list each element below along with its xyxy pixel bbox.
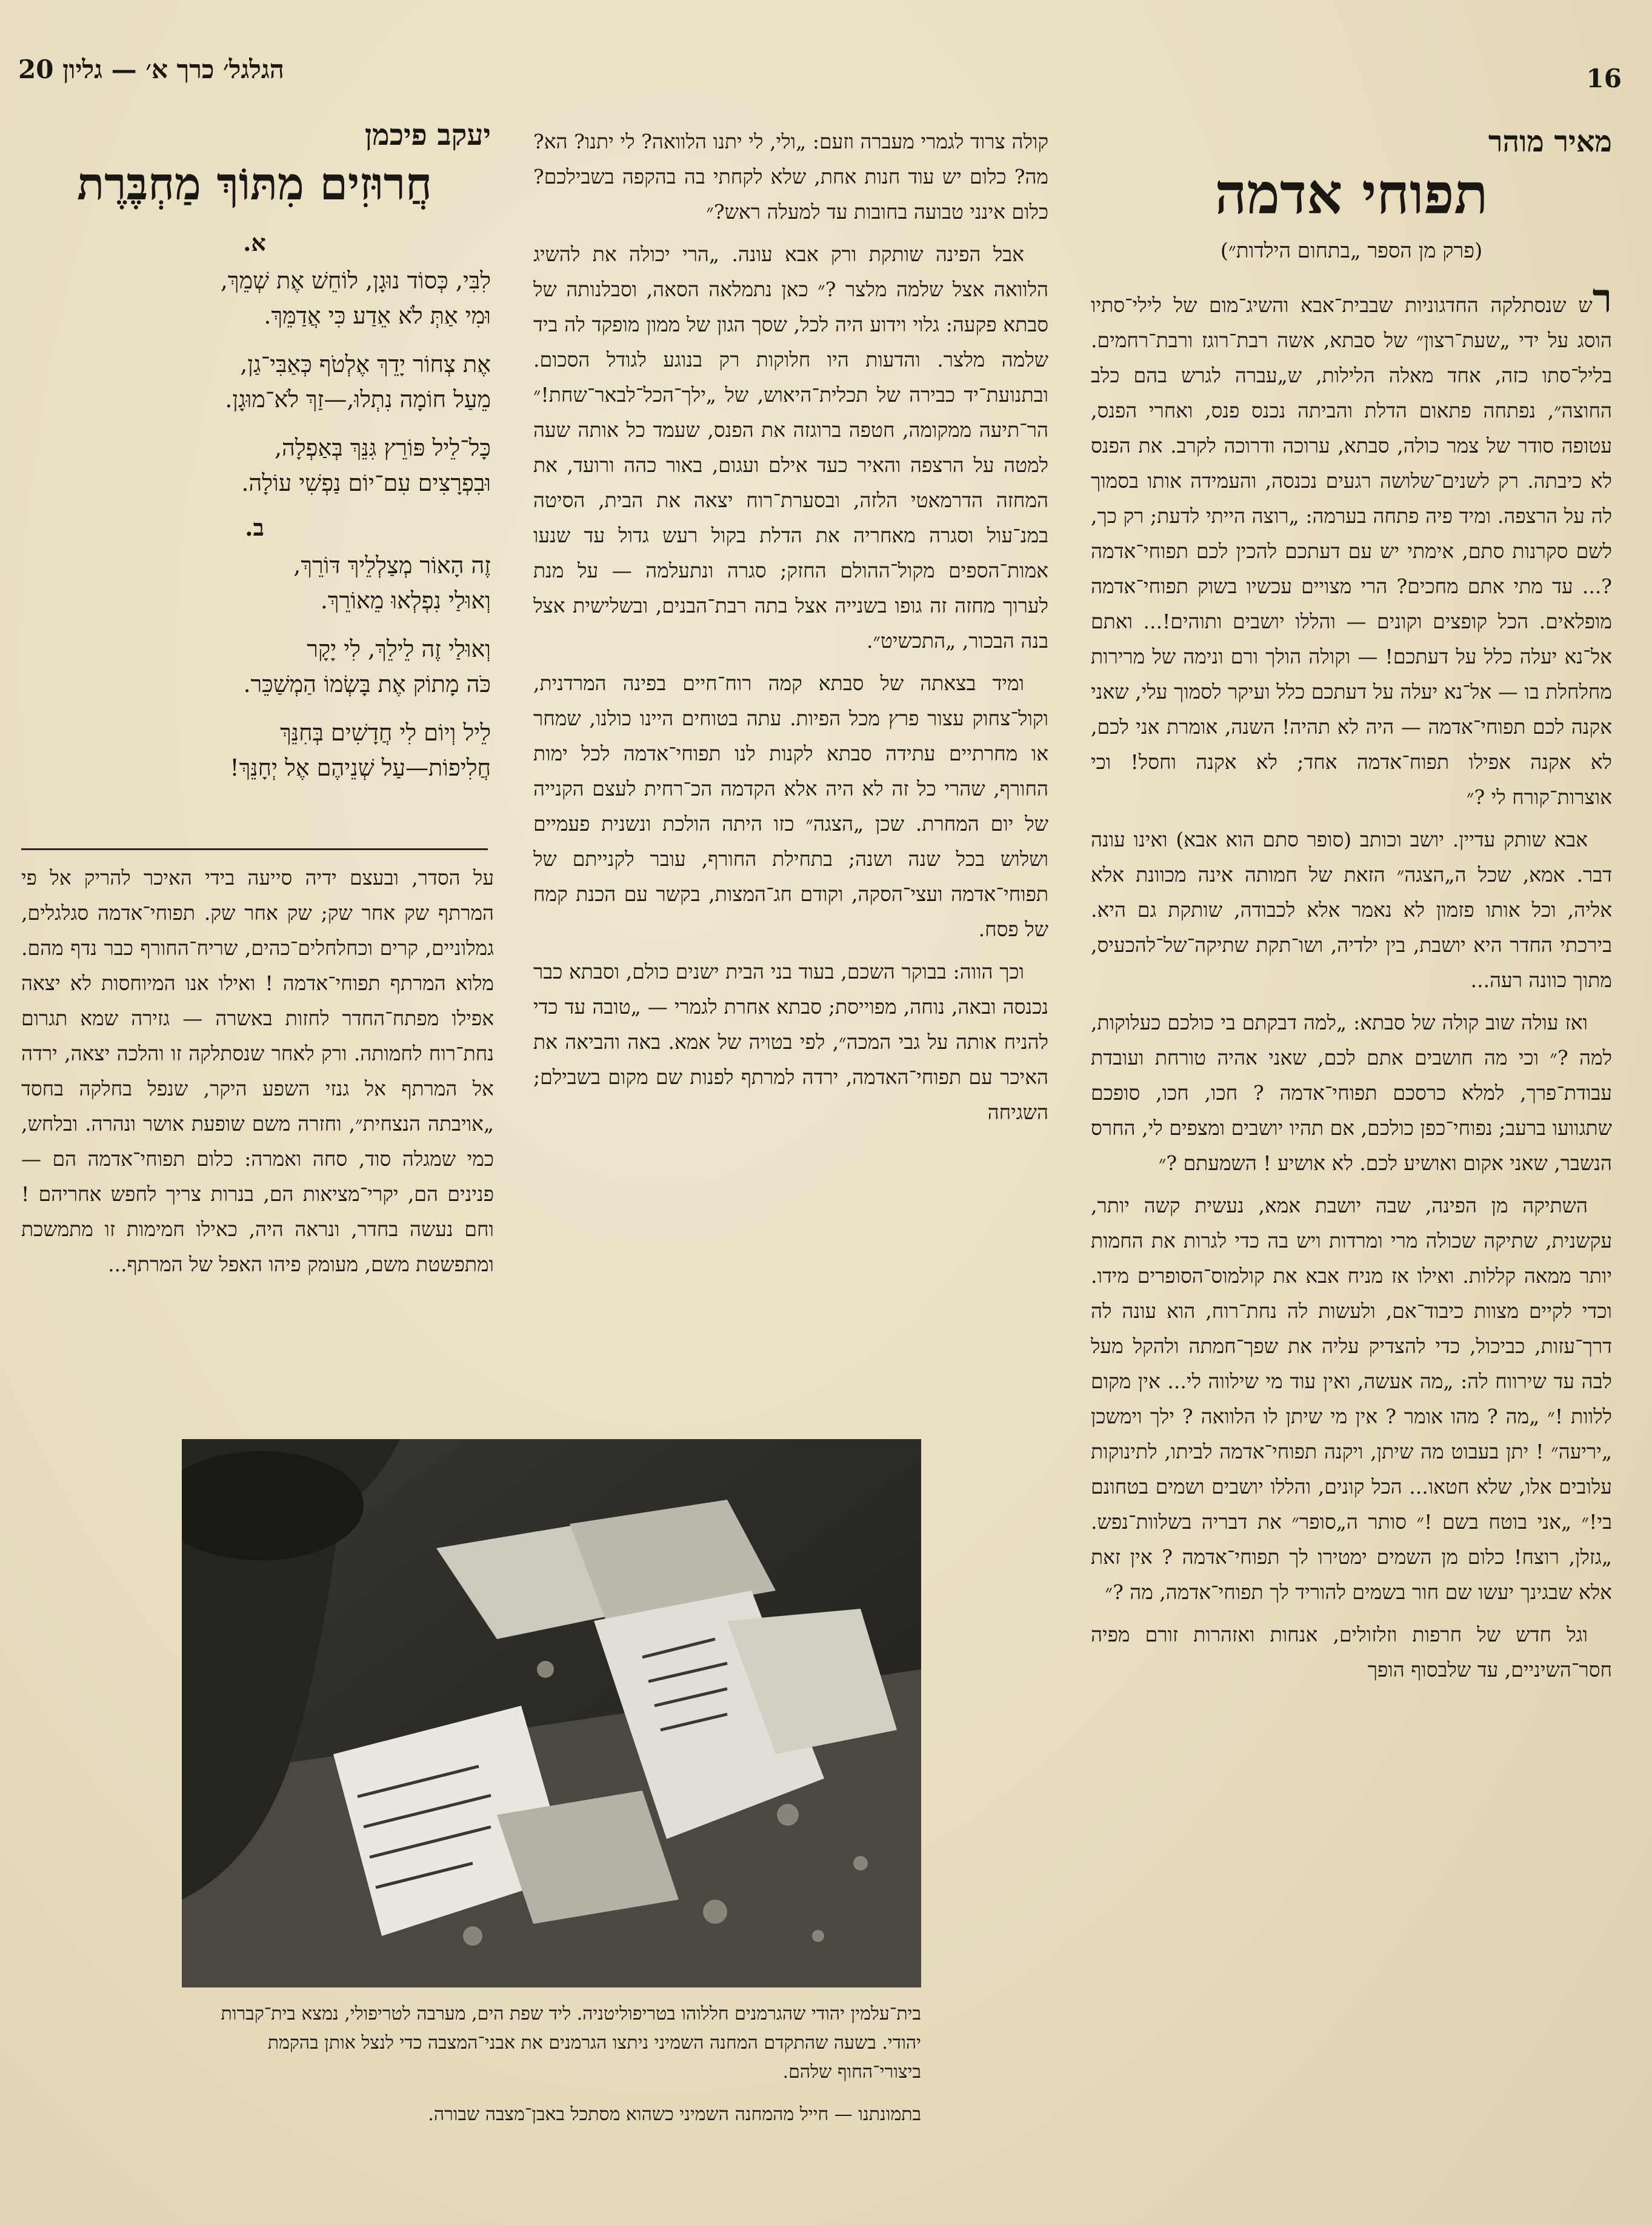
running-header: הגלגל׳ כרך א׳ — גליון 20 — [18, 55, 284, 84]
story-paragraph — [1091, 274, 1612, 815]
story-subtitle: (פרק מן הספר „בתחום הילדות״) — [1220, 239, 1483, 263]
poem-stanza — [18, 263, 491, 333]
section-divider — [21, 848, 488, 850]
caption-main: בית־עלמין יהודי שהגרמנים חללוהו בטריפוליטניה. ליד שפת הים, מערבה לטריפולי, נמצא בית־קברות יהודי. בשעה שהתקדם המחנה השמיני ניתצו הגרמנים את אבני־המצבה כדי לנצל אותן בהקמת ביצורי־החוף שלהם. — [221, 2003, 921, 2083]
story-paragraph: על הסדר, ובעצם ידיה סייעה בידי האיכר להריק אל פי המרתף שק אחר שק; שק אחר שק. תפוחי־אדמה סגלגלים, גמלוניים, קרים וכחלחלים־כהים, שריח־החורף כבר נדף מהם. מלוא המרתף תפוחי־אדמה ! ואילו אנו המיוחסות לא יצאה אפילו מפתח־החדר לחזות באשרה — גזירה שמא תגרום נחת־רוח לחמותה. ורק לאחר שנסתלקה זו והלכה יצאה, ירדה אל המרתף אל גנזי השפע היקר, שנפל בחלקה בחסד „אויבתה הנצחית״, וחזרה משם שופעת אושר ונהרה. ובלחש, כמי שמגלה סוד, סחה ואמרה: כלום תפוחי־אדמה הם — פנינים הם, יקרי־מציאות הם, בנרות צריך לחפש אחריהם ! וחם נעשה בחדר, ונראה היה, כאילו חמימות זו מתמשכת ומתפשטת משם, מעומק פיהו האפל של המרתף... — [21, 866, 494, 1276]
story-column-2 — [533, 124, 1048, 1427]
poem-stanza — [18, 548, 491, 618]
poem-line: וְאוּלַי זֶה לֵילֵךְ, לִי יָקָר — [307, 636, 491, 662]
poem-line: מֵעַל חוֹמָה נִתְלוּ,—זַךְ לֹא־מוּגָן. — [225, 386, 491, 413]
poem-line: כֹּה מָתוֹק אֶת בָּשְׂמוֹ הַמְשַׁכֵּר. — [243, 671, 491, 697]
photo-caption — [182, 2000, 921, 2143]
poem-line: לֵיל וְיוֹם לִי חֲדָשִׁים בְּחִנֵּךְ — [280, 719, 491, 746]
story-paragraph: וכך הווה: בבוקר השכם, בעוד בני הבית ישנים כולם, וסבתא כבר נכנסה ובאה, נוחה, מפוייסת; סבתא אחרת לגמרי — „טובה עד כדי להניח אותה על גבי המכה״, לפי בטויה של אמא. באה והביאה את האיכר עם תפוחי־האדמה, ירדה למרתף לפנות שם מקום בשבילם; השגיחה — [533, 960, 1048, 1124]
drop-cap: ר — [1592, 274, 1612, 322]
poem-stanza — [18, 347, 491, 417]
story-paragraph: השתיקה מן הפינה, שבה יושבת אמא, נעשית קשה יותר, עקשנית, שתיקה שכולה מרי ומרדות ויש בה כדי לגרות את החמות יותר ממאה קללות. ואילו אז מניח אבא את קולמוס־הסופרים מידו. וכדי לקיים מצוות כיבוד־אם, ולעשות לה נחת־רוח, הוא עונה לה דרך־עזות, כביכול, כדי להצדיק עליה את שפך־חמתה ולהקל מעל לבה עד שירווח לה: „מה אעשה, ואין עוד מי שילווה לי... אין מקום ללוות !״ „מה ? מהו אומר ? אין מי שיתן לו הלוואה ? ילך וימשכן „יריעה״ ! יתן בעבוט מה שיתן, ויקנה תפוחי־אדמה לביתו, לתינוקות עלובים אלו, שלא חטאו... הכל קונים, והללו יושבים ושמים בטחונם בי!״ „אני בוטח בשם !״ סותר ה„סופר״ את דבריה בשלוות־נפש. „גזלן, רוצח! כלום מן השמים ימטירו לך תפוחי־אדמה ? אין זאת אלא שבגינך יעשו שם חור בשמים להוריד לך תפוחי־אדמה, מה ?״ — [1091, 1194, 1612, 1604]
story-paragraph: אבא שותק עדיין. יושב וכותב (סופר סתם הוא אבא) ואינו עונה דבר. אמא, שכל ה„הצגה״ הזאת של חמותה אינה מכוונת אלא אליה, וכל אותו פזמון לא נאמר אלא לכבודה, שותקת גם היא. בירכתי החדר היא יושבת, בין ילדיה, ושו־תקת שתיקה־של־להכעיס, מתוך כוונה רעה... — [1091, 828, 1612, 992]
story-paragraph: קולה צרוד לגמרי מעברה וזעם: „ולי, לי יתנו הלוואה? לי יתנו? הא? מה? כלום יש עוד חנות אחת, שלא לקחתי בה בהקפה בשבילכם? כלום אינני טבועה בחובות עד למעלה ראש?״ — [533, 130, 1048, 224]
story-paragraph: אבל הפינה שותקת ורק אבא עונה. „הרי יכולה את להשיג הלוואה אצל שלמה מלצר ?״ כאן נתמלאה הסאה, וסבלנותה של סבתא פקעה: גלוי וידוע היה לכל, שסך הגון של ממון מופקד לה ביד שלמה מלצר. והדעות היו חלוקות רק בנוגע לגודל הסכום. ובתנועת־יד כבירה של תכלית־היאוש, של „ילך־הכל־לבאר־שחת!״ הר־תיעה ממקומה, חטפה ברוגזה את הפנס, שעמד כל אותה שעה למטה על הרצפה והאיר כעד אילם ועגום, באור כהה ורועד, את המחזה הדרמאטי הלזה, ובסערת־רוח יצאה את הבית, הסיטה במנ־עול וסגרה מאחריה את הדלת בקול רעש גדול עד שנעו אמות־הספים מקול־ההולם החזק; סגרה ונתעלמה — על מנת לערוך מחזה זה גופו בשנייה אצל בתה רבת־הבנים, ובשלישית אצל בנה הבכור, „התכשיט״. — [533, 242, 1048, 653]
poem-line: לִבִּי, כְּסוֹד נוּגָן, לוֹחֵשׁ אֶת שְׁמֵךְ, — [220, 267, 491, 294]
poem-stanza — [18, 715, 491, 785]
poem-line: כָּל־לֵיל פּוֹרֵץ גִּנֵּךְ בְּאַפְלָה, — [274, 434, 491, 461]
poem-title: חֲרוּזִים מִתּוֹךְ מַחְבֶּרֶת — [77, 158, 432, 210]
story-paragraph-text: ש שנסתלקה החדגוניות שבבית־אבא והשיג־מום של לילי־סתיו הוסג על ידי „שעת־רצון״ של סבתא, אשה רבת־רוגז ורבת־רחמים. בליל־סתו כזה, אחד מאלה הלילות, ש„עברה לגרש בהם כלב החוצה״, נפתחה פתאום הדלת והביתה נכנס פנס, ואחרי הפנס, עטופה סודר של צמר כולה, סבתא, ערוכה ודרוכה לקרב. את הפנס לא כיבתה. רק לשנים־שלושה רגעים נכנסה, והעמידה אותו בסמוך לה על הרצפה. ומיד פיה פתחה בערמה: „רוצה הייתי לדעת; רק כך, לשם סקרנות סתם, אימתי יש עם דעתכם להכין לכם תפוחי־אדמה ?... עד מתי אתם מחכים? הרי מצויים עכשיו בשוק תפוחי־אדמה מופלאים. הכל קופצים וקונים — והללו יושבים ותוהים!... ואתם אל־נא יעלה כלל על דעתכם! — וקולה הולך ורם ונימה של מרירות מחלחלת בו — אל־נא יעלה על דעתכם כלל ועיקר לסמוך עלי, שאני אקנה לכם תפוחי־אדמה — היה לא תהיה! השנה, אומרת אני לכם, לא אקנה אפילו תפוח־אדמה אחד; לא אקנה וחסל! וכי אוצרות־קורח לי ?״ — [1091, 293, 1612, 809]
poem-line: וּבִפְרָצִים עִם־יוֹם נַפְשִׁי עוֹלָה. — [241, 470, 491, 496]
story-column-1 — [1091, 124, 1612, 2209]
poem-section-number: א. — [243, 229, 266, 256]
caption-sub: בתמונתנו — חייל מהמחנה השמיני כשהוא מסתכל באבן־מצבה שבורה. — [428, 2104, 921, 2125]
poem-line: חֲלִיפוֹת—עַל שְׁנֵיהֶם אֶל יְחָנֵּךְ! — [230, 754, 491, 781]
poem-line: וְאוּלַי נִפְלְאוּ מֵאוֹרֵךְ. — [320, 587, 491, 614]
story-paragraph: ואז עולה שוב קולה של סבתא: „למה דבקתם בי כולכם כעלוקות, למה ?״ וכי מה חושבים אתם לכם, שאני אהיה טורחת ועובדת עבודת־פרך, למלא כרסכם תפוחי־אדמה ? חכו, חכו, סופכם שתגוועו ברעב; נפוחי־כפן כולכם, אם תהיו יושבים ומצפים לי, החרס הנשבר, שאני אקום ואושיע לכם. לא אושיע ! השמעתם ?״ — [1091, 1011, 1612, 1175]
story-column-3 — [21, 860, 494, 1418]
poem — [18, 118, 491, 839]
poem-author: יעקב פיכמן — [364, 118, 491, 152]
poem-section-number: ב. — [245, 514, 264, 541]
cemetery-photo — [182, 1439, 921, 1987]
photo-image — [182, 1439, 921, 1987]
story-paragraph: ומיד בצאתה של סבתא קמה רוח־חיים בפינה המרדנית, וקול־צחוק עצור פרץ מכל הפיות. עתה בטוחים היינו כולנו, שמחר או מחרתיים עתידה סבתא לקנות לנו תפוחי־אדמה לכל ימות החורף, שהרי כל זה לא היה אלא הקדמה הכ־רחית לעצם הקנייה של יום המחרת. שכן „הצגה״ כזו היתה הולכת ונשנית פעמיים ושלוש בכל שנה ושנה; בתחילת החורף, עובר לקנייתם של תפוחי־אדמה ועצי־הסקה, וקודם חג־המצות, בקשר עם הכנת קמח של פסח. — [533, 671, 1048, 941]
poem-line: וּמִי אַתְּ לֹא אֵדַע כִּי אֲדַמֵּךְ. — [264, 302, 491, 329]
page-number: 16 — [1586, 64, 1622, 93]
poem-stanza — [18, 430, 491, 501]
story-paragraph: וגל חדש של חרפות וזלזולים, אנחות ואזהרות זורם מפיה חסר־השיניים, עד שלבסוף הופך — [1091, 1623, 1612, 1681]
poem-line: זֶה הָאוֹר מְצַלְלֵיךְ דּוֹרֵךְ, — [293, 552, 491, 579]
story-author: מאיר מוהר — [1488, 125, 1612, 159]
poem-line: אֶת צְחוֹר יָדֵךְ אֶלְטֹף כְּאַבִּי־גַן, — [240, 351, 491, 377]
story-title: תפוחי אדמה — [1214, 161, 1488, 227]
poem-stanza — [18, 631, 491, 702]
